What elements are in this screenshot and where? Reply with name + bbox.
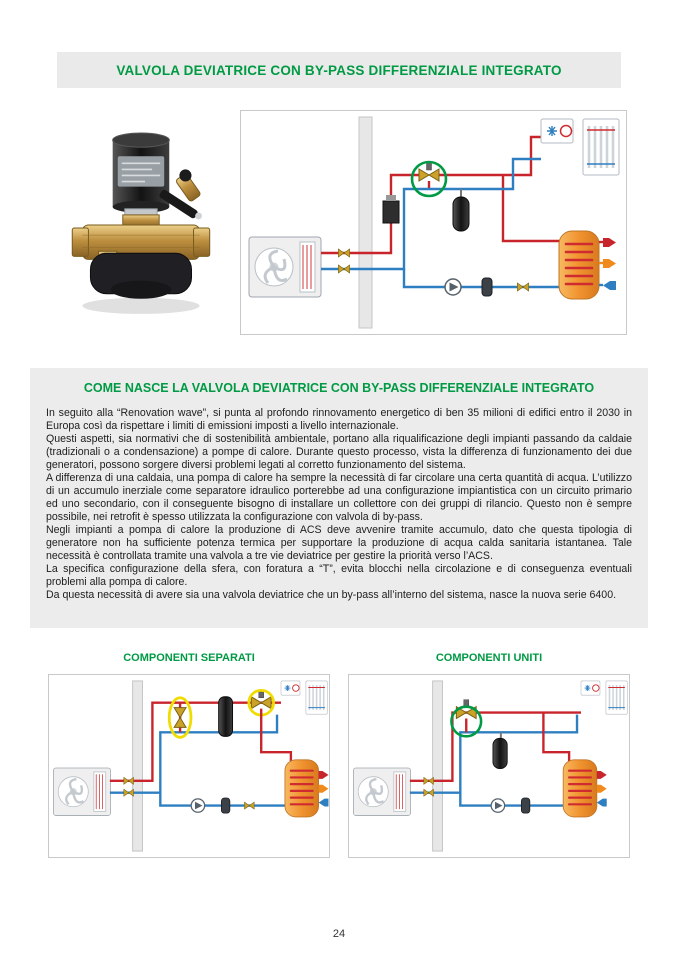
zone-valve-icon [383, 195, 399, 223]
uniti-schematic [349, 675, 629, 857]
heating-emitters-icon [541, 119, 619, 175]
comparison-section [48, 652, 630, 862]
actuator-body [113, 133, 170, 213]
body-paragraph: Questi aspetti, sia normativi che di sostenibilità ambientale, portano alla riqualificazione degli impianti passando da caldaie (tradizionali o a condensazione) a pompe di calore. Durante questo processo, vista la differenza di funzionamento dei due generatori, possono sorgere diversi problemi legati al corretto funzionamento del sistema. [46, 433, 632, 471]
pump-icon [445, 279, 461, 295]
section-heading: COME NASCE LA VALVOLA DEVIATRICE CON BY-PASS DIFFERENZIALE INTEGRATO [83, 381, 595, 395]
dhw-outlet-arrow [597, 771, 607, 779]
wall-partition [433, 681, 443, 851]
wall-partition [359, 117, 372, 328]
tank-return-pipe [460, 793, 563, 806]
dhw-storage-tank-icon [563, 760, 597, 817]
page-number: 24 [332, 928, 346, 940]
dhw-storage-tank-icon [559, 231, 599, 299]
dhw-outlet-arrow [603, 238, 616, 247]
pump-icon [491, 799, 504, 812]
body-paragraph: A differenza di una caldaia, una pompa di calore ha sempre la necessità di far circolare una certa quantità di acqua. L’utilizzo di un accumulo inerziale come separatore idraulico porterebbe ad una configurazione impiantistica con un circuito primario ed uno secondario, con il conseguente bisogno di installare un collettore con dei gruppi di rilancio. Questo non è sempre possibile, nei retrofit è spesso utilizzata la configurazione con valvola di by-pass. [46, 472, 632, 523]
hero-section [0, 108, 678, 340]
hydraulic-separator-icon [219, 697, 233, 737]
shutoff-valve-icon [244, 802, 254, 809]
product-photo-diverter-valve [62, 128, 224, 320]
heat-pump-icon [249, 237, 321, 297]
system-schematic [241, 111, 626, 334]
body-paragraph: La specifica configurazione della sfera, con foratura a “T”, evita blocchi nella circolazione e di conseguenza eventuali problemi alla pompa di calore. [46, 563, 632, 588]
cold-water-inlet-arrow [319, 799, 329, 807]
dhw-outlet-arrow [319, 771, 329, 779]
heat-pump-icon [353, 768, 410, 815]
supply-pipe-to-tank [543, 713, 569, 762]
recirculation-arrow [603, 259, 616, 268]
shutoff-valve-icon [124, 777, 134, 784]
cold-water-inlet-arrow [597, 799, 607, 807]
magnetic-filter-icon [482, 278, 492, 296]
expansion-vessel-icon [453, 197, 469, 231]
intro-section [30, 368, 648, 628]
heating-emitters-icon [281, 681, 327, 714]
body-paragraph: Negli impianti a pompa di calore la produzione di ACS deve avvenire tramite accumulo, dato che questa tipologia di generatore non ha sufficiente potenza termica per supportare la produzione di acqua calda sanitaria istantanea. Tale necessità è controllata tramite una valvola a tre vie deviatrice per gestire la priorità verso l’ACS. [46, 524, 632, 562]
body-paragraph: Da questa necessità di avere sia una valvola deviatrice che un by-pass all’interno del sistema, nasce la nuova serie 6400. [46, 589, 617, 601]
heating-emitters-icon [581, 681, 627, 714]
page-title: VALVOLA DEVIATRICE CON BY-PASS DIFFERENZIALE INTEGRATO [116, 62, 562, 78]
supply-pipe-to-emitters [439, 137, 541, 175]
magnetic-filter-icon [221, 798, 229, 813]
dhw-storage-tank-icon [285, 760, 319, 817]
valve-product-illustration [62, 128, 224, 320]
left-diagram-label: COMPONENTI SEPARATI [123, 652, 255, 664]
recirculation-arrow [319, 785, 329, 793]
supply-pipe-to-tank [503, 175, 559, 241]
body-paragraph: In seguito alla “Renovation wave”, si punta al profondo rinnovamento energetico di ben 35 milioni di edifici entro il 2030 in Europa così da rispettare i limiti di emissioni imposti a livello internazionale. [46, 407, 632, 432]
magnetic-filter-icon [521, 798, 529, 813]
cold-water-inlet-arrow [603, 281, 616, 290]
componenti-separati-diagram [48, 674, 330, 858]
recirculation-arrow [597, 785, 607, 793]
shutoff-valve-icon [517, 283, 528, 291]
shutoff-valve-icon [124, 789, 134, 796]
page-title-bar [57, 52, 621, 88]
componenti-uniti-diagram [348, 674, 630, 858]
componenti-uniti-column [348, 652, 630, 858]
shutoff-valve-icon [338, 249, 349, 257]
right-diagram-label: COMPONENTI UNITI [435, 652, 543, 664]
wall-partition [133, 681, 143, 851]
expansion-vessel-icon [493, 738, 507, 768]
shutoff-valve-icon [424, 789, 434, 796]
system-schematic-box [240, 110, 627, 335]
separati-schematic [49, 675, 329, 857]
insulation-shell [90, 253, 191, 298]
shutoff-valve-icon [424, 777, 434, 784]
pump-icon [191, 799, 204, 812]
angled-port [175, 169, 201, 202]
componenti-separati-column [48, 652, 330, 858]
heat-pump-icon [53, 768, 110, 815]
photo-shadow [82, 298, 199, 314]
bypass-valve-icon [174, 708, 186, 728]
shutoff-valve-icon [338, 265, 349, 273]
